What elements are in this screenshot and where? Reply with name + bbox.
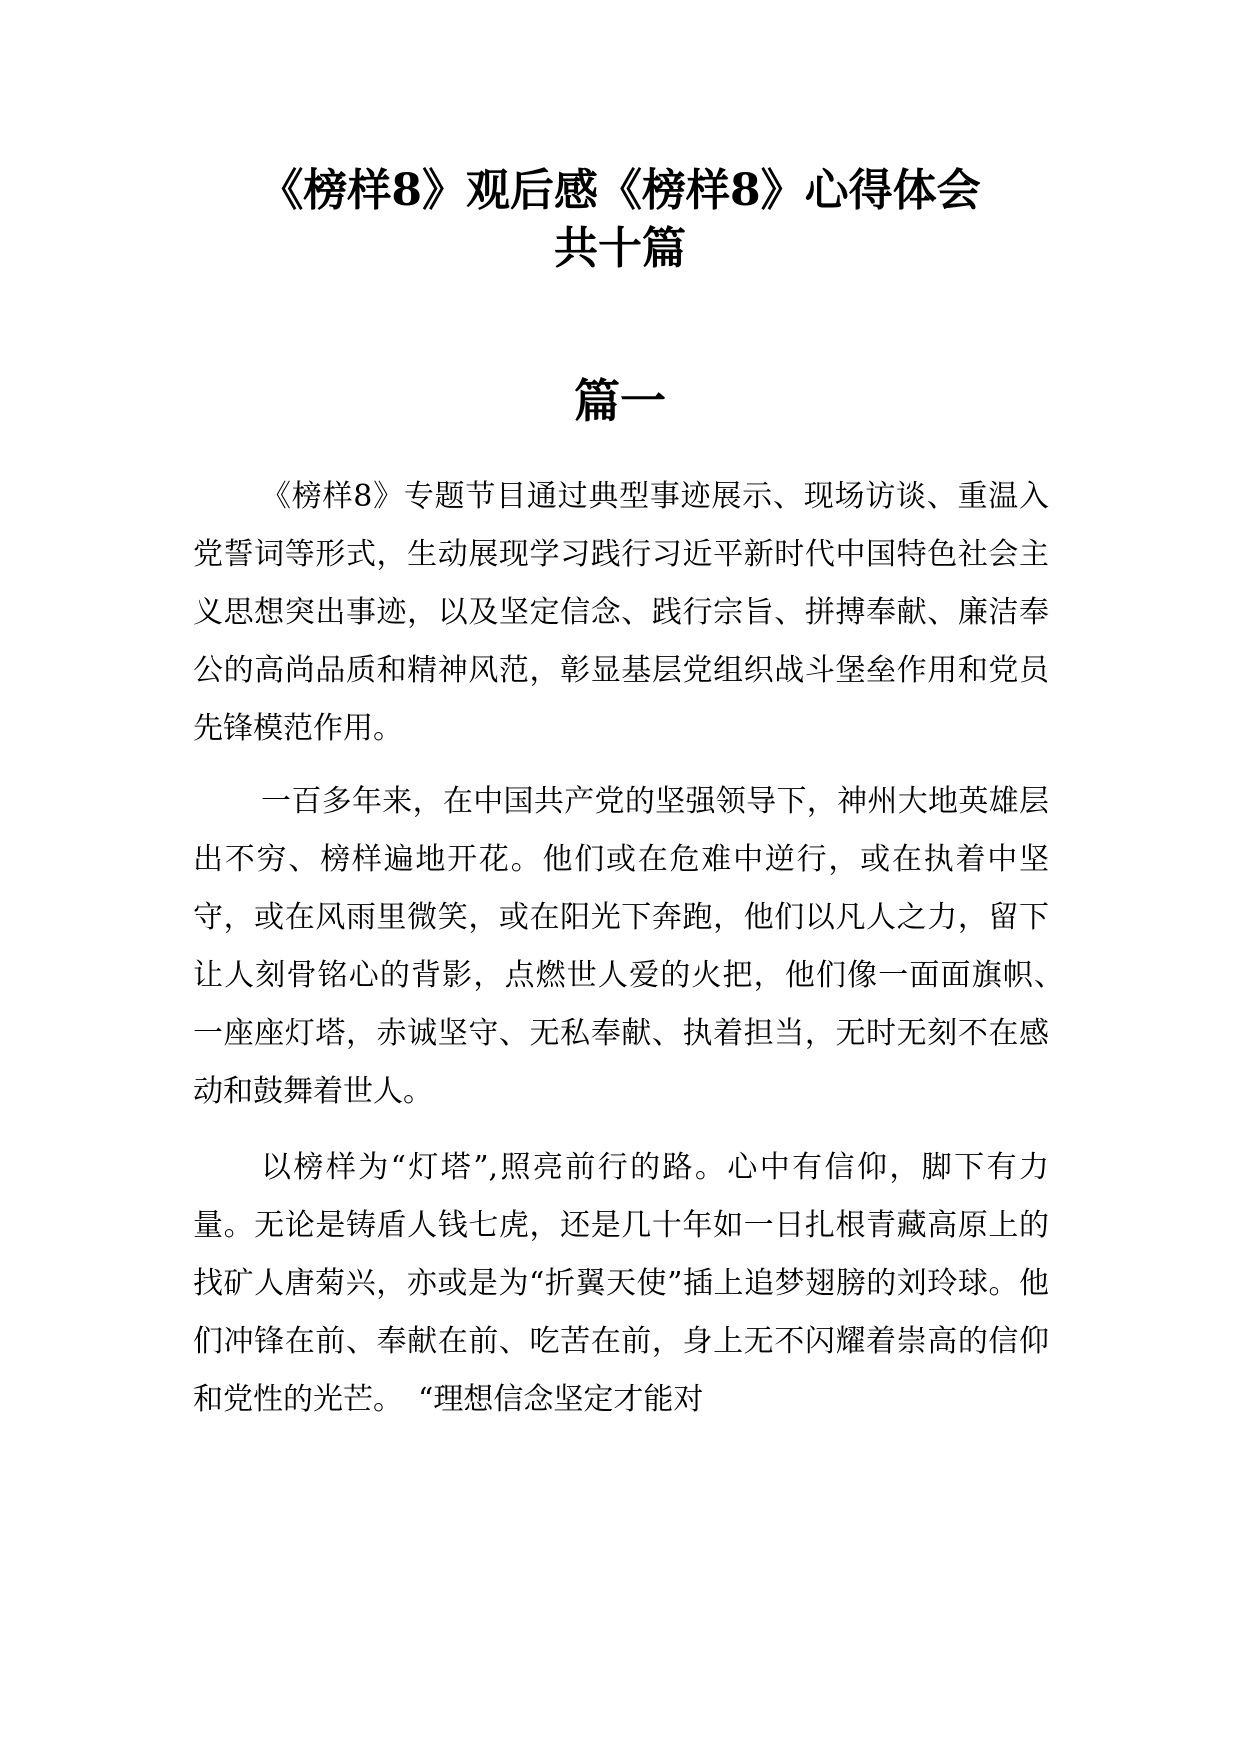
paragraph-1: 《榜样8》专题节目通过典型事迹展示、现场访谈、重温入党誓词等形式，生动展现学习践行习近平新时代中国特色社会主义思想突出事迹，以及坚定信念、践行宗旨、拼搏奉献、廉洁奉公的高尚品质和精神风范，彰显基层党组织战斗堡垒作用和党员先锋模范作用。 (193, 479, 1049, 746)
section-heading: 篇一 (574, 374, 666, 428)
document-title-line-2: 共十篇 (554, 223, 686, 274)
paragraph-2: 一百多年来，在中国共产党的坚强领导下，神州大地英雄层出不穷、榜样遍地开花。他们或在危难中逆行，或在执着中坚守，或在风雨里微笑，或在阳光下奔跑，他们以凡人之力，留下让人刻骨铭心的背影，点燃世人爱的火把，他们像一面面旗帜、 一座座灯塔，赤诚坚守、无私奉献、执着担当，无时无刻不在感动和鼓舞着世人。 (193, 784, 1079, 1109)
document-title (190, 162, 1050, 278)
paragraph-3: 以榜样为“灯塔”,照亮前行的路。心中有信仰，脚下有力量。无论是铸盾人钱七虎，还是几十年如一日扎根青藏高原上的找矿人唐菊兴，亦或是为“折翼天使”插上追梦翅膀的刘玲球。他们冲锋在前、奉献在前、吃苦在前，身上无不闪耀着崇高的信仰和党性的光芒。 “理想信念坚定才能对 (193, 1150, 1049, 1417)
document-title-line-1: 《榜样8》观后感《榜样8》心得体会 (259, 165, 981, 216)
